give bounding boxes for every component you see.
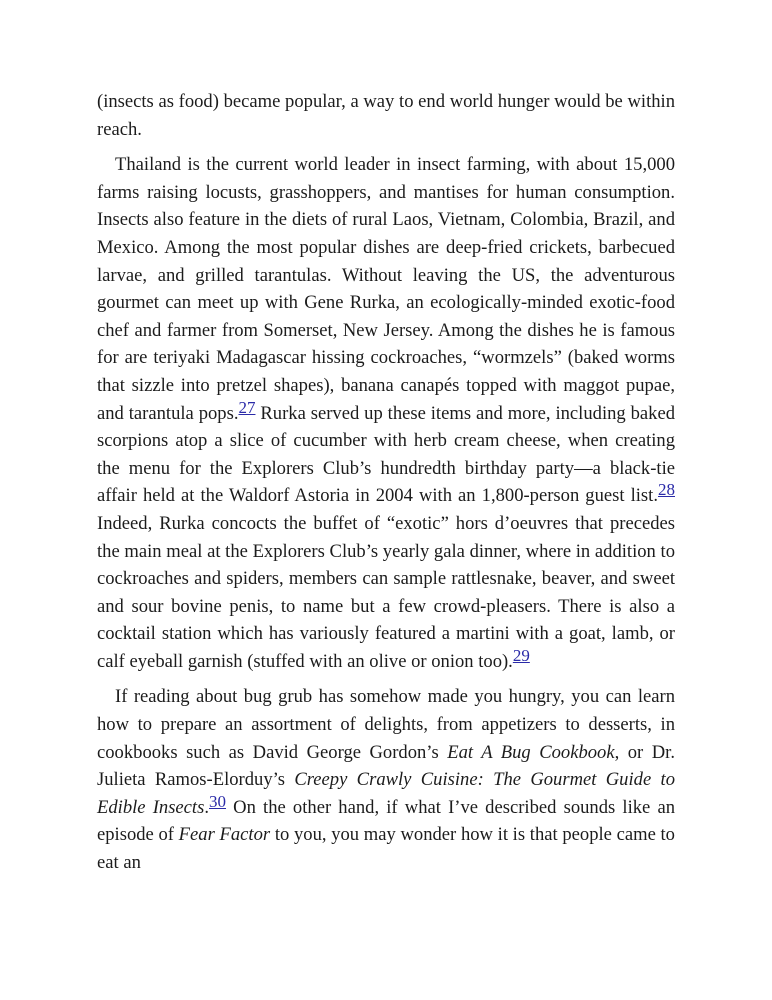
paragraph-text: If reading about bug grub has somehow made you hungry, you can learn how to prepare an assortment of delights, from appetizers to desserts, in cookbooks such as David George Gordon’s <box>97 686 675 763</box>
paragraph-text: Thailand is the current world leader in insect farming, with about 15,000 farms raising locusts, grasshoppers, and mantises for human consumption. Insects also feature in the diets of rural Laos, Vietnam, Colombia, Brazil, and Mexico. Among the most popular dishes are deep-fried crickets, barbecued larvae, and grilled tarantulas. Without leaving the US, the adventurous gourmet can meet up with Gene Rurka, an ecologically-minded exotic-food chef and farmer from Somerset, New Jersey. Among the dishes he is famous for are teriyaki Madagascar hissing cockroaches, “wormzels” (baked worms that sizzle into pretzel shapes), banana canapés topped with maggot pupae, and tarantula pops. <box>97 154 675 424</box>
paragraph-text: , or Dr. Julieta Ramos-Elorduy’s <box>97 741 675 791</box>
show-title-italic: Fear Factor <box>178 824 271 846</box>
footnote-link-29[interactable]: 29 <box>512 645 530 665</box>
footnote-link-27[interactable]: 27 <box>238 397 256 417</box>
paragraph-text: Indeed, Rurka concocts the buffet of “exotic” hors d’oeuvres that precedes the main meal at the Explorers Club’s yearly gala dinner, where in addition to cockroaches and spiders, members can sample rattlesnake, beaver, and sweet and sour bovine penis, to name but a few crowd-pleasers. There is also a cocktail station which has variously featured a martini with a goat, lamb, or calf eyeball garnish (stuffed with an olive or onion too). <box>97 512 675 672</box>
footnote-link-28[interactable]: 28 <box>658 480 675 500</box>
paragraph-text: . <box>204 796 209 818</box>
paragraph-3 <box>97 683 675 876</box>
book-title-italic: Creepy Crawly Cuisine: The Gourmet Guide to Edible Insects <box>97 769 675 818</box>
paragraph-2 <box>97 151 675 675</box>
paragraph-text: to you, you may wonder how it is that people came to eat an <box>97 824 675 874</box>
book-title-italic: Eat A Bug Cookbook <box>447 741 615 763</box>
book-page <box>97 88 675 877</box>
paragraph-text: (insects as food) became popular, a way to end world hunger would be within reach. <box>97 91 675 140</box>
paragraph-text: Rurka served up these items and more, including baked scorpions atop a slice of cucumber with herb cream cheese, when creating the menu for the Explorers Club’s hundredth birthday party—a black-tie affair held at the Waldorf Astoria in 2004 with an 1,800-person guest list. <box>97 402 676 507</box>
footnote-link-30[interactable]: 30 <box>209 791 226 811</box>
paragraph-1 <box>97 88 675 143</box>
paragraph-text: On the other hand, if what I’ve described sounds like an episode of <box>97 796 675 846</box>
